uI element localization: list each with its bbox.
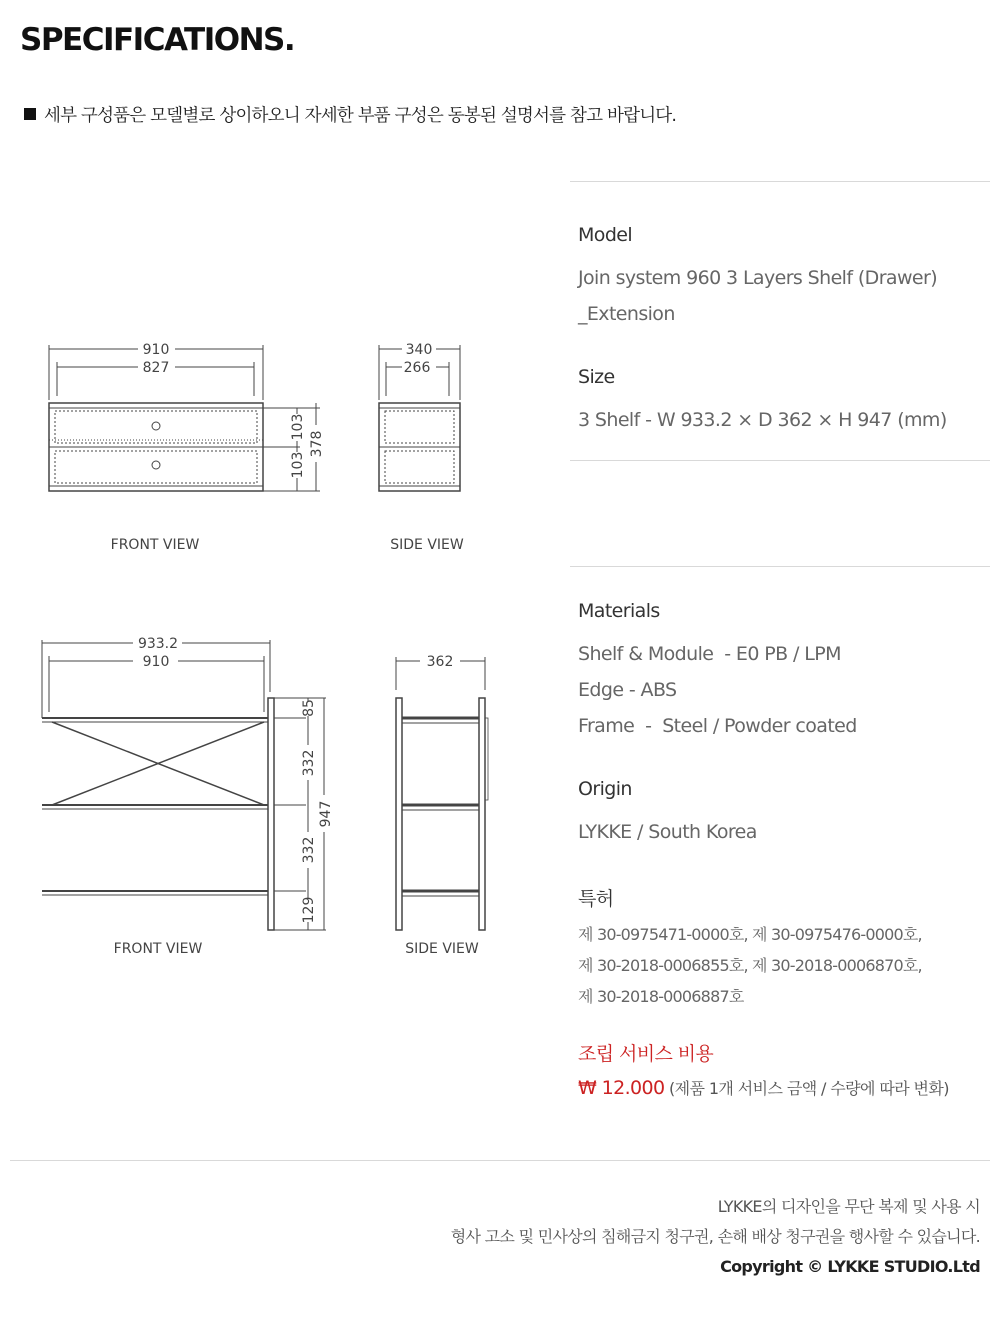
page-title: SPECIFICATIONS. [20,22,295,58]
spec-value: Join system 960 3 Layers Shelf (Drawer) [578,267,938,289]
spec-value: 제 30-0975471-0000호, 제 30-0975476-0000호, [578,925,922,944]
technical-drawings [0,320,560,1320]
assembly-price: ₩ 12.000 [578,1077,665,1099]
spec-value: _Extension [578,303,675,325]
dim-label: 103 [290,451,306,479]
dim-label: 947 [318,800,334,828]
spec-value: 제 30-2018-0006855호, 제 30-2018-0006870호, [578,956,922,975]
spec-value: Edge - ABS [578,679,677,701]
spec-patent [578,884,922,1012]
spec-origin [578,778,757,850]
divider [570,460,990,461]
view-label: FRONT VIEW [110,537,200,553]
view-label: SIDE VIEW [405,941,479,957]
spec-label: Model [578,224,633,246]
spec-label: Origin [578,778,632,800]
dim-label: 910 [142,342,170,358]
square-bullet-icon [24,108,36,120]
dim-label: 129 [301,896,317,924]
footer [451,1192,980,1282]
notice [24,102,676,127]
dim-label: 827 [142,360,170,376]
dim-label: 332 [301,749,317,777]
spec-label: Size [578,366,615,388]
dim-label: 910 [142,654,170,670]
dim-label: 266 [403,360,431,376]
dim-label: 340 [405,342,433,358]
spec-label: Materials [578,600,660,622]
spec-value: 3 Shelf - W 933.2 × D 362 × H 947 (mm) [578,409,947,431]
spec-model [578,224,937,332]
notice-text: 세부 구성품은 모델별로 상이하오니 자세한 부품 구성은 동봉된 설명서를 참고 바랍니다. [44,106,677,126]
spec-value: Frame - Steel / Powder coated [578,715,857,737]
assembly-note: (제품 1개 서비스 금액 / 수량에 따라 변화) [669,1079,949,1098]
spec-assembly [578,1039,949,1099]
dim-label: 103 [290,413,306,441]
divider [570,566,990,567]
assembly-label: 조립 서비스 비용 [578,1043,714,1065]
footer-line: 형사 고소 및 민사상의 침해금지 청구권, 손해 배상 청구권을 행사할 수 있습니다. [450,1227,980,1246]
spec-label: 특허 [578,888,614,910]
spec-value: LYKKE / South Korea [578,821,757,843]
spec-materials [578,600,857,744]
spec-size [578,366,947,438]
copyright: Copyright © LYKKE STUDIO.Ltd [720,1257,980,1276]
spec-value: 제 30-2018-0006887호 [578,987,744,1006]
dim-label: 362 [426,654,454,670]
spec-value: Shelf & Module - E0 PB / LPM [578,643,841,665]
dim-label: 85 [301,699,317,717]
view-label: FRONT VIEW [113,941,203,957]
footer-line: LYKKE의 디자인을 무단 복제 및 사용 시 [717,1197,980,1216]
view-label: SIDE VIEW [390,537,464,553]
dim-label: 378 [309,430,325,458]
divider [570,181,990,182]
dim-label: 332 [301,836,317,864]
dim-label: 933.2 [137,636,179,652]
